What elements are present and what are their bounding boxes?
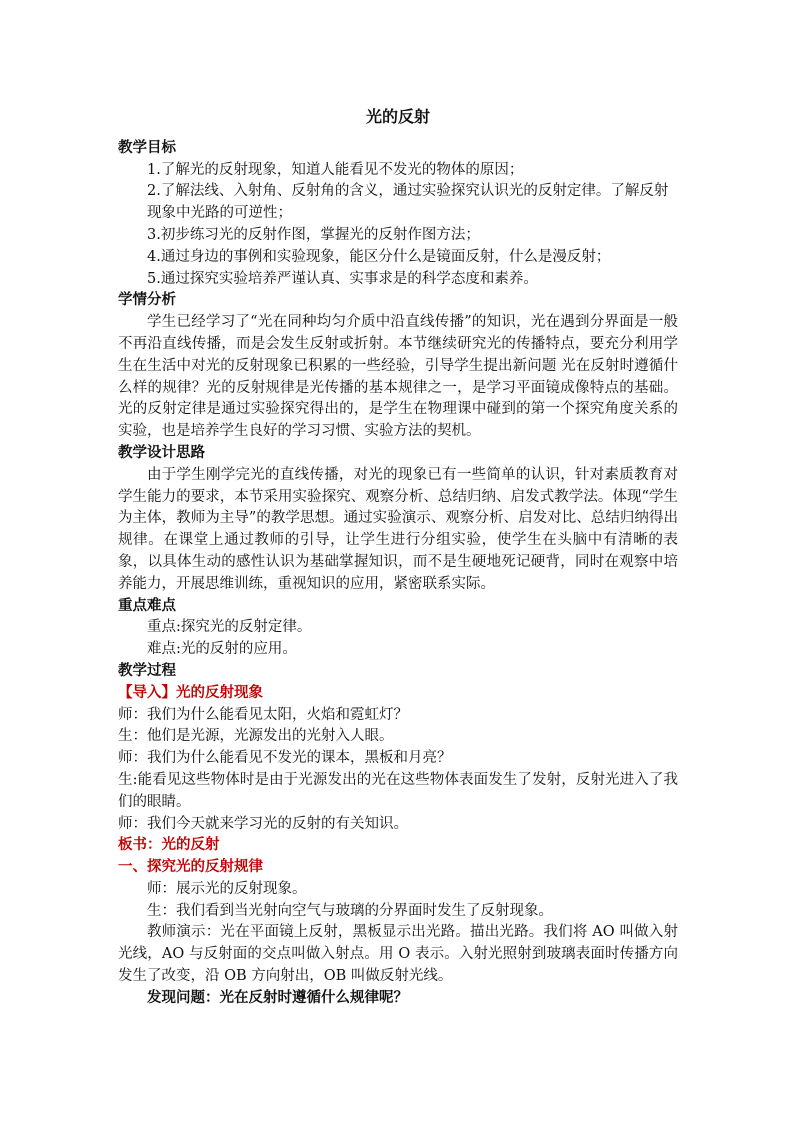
board-note: 板书：光的反射: [118, 837, 220, 854]
part1-line: 教师演示：光在平面镜上反射，黑板显示出光路。描出光路。我们将 AO 叫做入射光线，AO 与反射面的交点叫做入射点。用 O 表示。入射光照射到玻璃表面时传播方向发生了改变，沿 OB 方向射出，OB 叫做反射光线。: [118, 924, 678, 985]
dialogue-line: 师：我们为什么能看见太阳，火焰和霓虹灯？: [118, 706, 408, 723]
key-heading: 重点难点: [118, 597, 176, 614]
dialogue-line: 师：我们今天就来学习光的反射的有关知识。: [118, 815, 408, 832]
analysis-heading: 学情分析: [118, 292, 176, 309]
goal-item: 5.通过探究实验培养严谨认真、实事求是的科学态度和素养。: [147, 270, 538, 287]
process-heading: 教学过程: [118, 662, 176, 679]
document-page: [118, 100, 678, 1010]
dialogue-line: 师：我们为什么能看见不发光的课本，黑板和月亮？: [118, 750, 452, 767]
dialogue-line: 生：他们是光源，光源发出的光射入人眼。: [118, 728, 394, 745]
design-paragraph: 由于学生刚学完光的直线传播，对光的现象已有一些简单的认识，针对素质教育对学生能力的要求，本节采用实验探究、观察分析、总结归纳、启发式教学法。体现“学生为主体，教师为主导”的教学思想。通过实验演示、观察分析、启发对比、总结归纳得出规律。在课堂上通过教师的引导，让学生进行分组实验，使学生在头脑中有清晰的表象，以具体生动的感性认识为基础掌握知识，而不是生硬地死记硬背，同时在观察中培养能力，开展思维训练，重视知识的应用，紧密联系实际。: [118, 466, 678, 592]
part1-heading: 一、探究光的反射规律: [118, 859, 263, 876]
document-title: 光的反射: [365, 107, 430, 126]
goals-heading: 教学目标: [118, 139, 176, 156]
dialogue-line: 生:能看见这些物体时是由于光源发出的光在这些物体表面发生了发射，反射光进入了我们的眼睛。: [118, 771, 678, 810]
analysis-paragraph: 学生已经学习了“光在同种均匀介质中沿直线传播”的知识，光在遇到分界面是一般不再沿直线传播，而是会发生反射或折射。本节继续研究光的传播特点，要充分利用学生在生活中对光的反射现象已积累的一些经验，引导学生提出新问题 光在反射时遵循什么样的规律？光的反射规律是光传播的基本规律之一，是学习平面镜成像特点的基础。光的反射定律是通过实验探究得出的，是学生在物理课中碰到的第一个探究角度关系的实验，也是培养学生良好的学习习惯、实验方法的契机。: [118, 314, 678, 440]
goal-item: 4.通过身边的事例和实验现象，能区分什么是镜面反射，什么是漫反射；: [147, 248, 611, 265]
part1-line: 师：展示光的反射现象。: [147, 880, 307, 897]
key-point: 重点:探究光的反射定律。: [147, 619, 312, 636]
goal-item: 2.了解法线、入射角、反射角的含义，通过实验探究认识光的反射定律。了解反射现象中光路的可逆性；: [147, 183, 669, 222]
goal-item: 1.了解光的反射现象，知道人能看见不发光的物体的原因；: [147, 161, 524, 178]
part1-line: 生：我们看到当光射向空气与玻璃的分界面时发生了反射现象。: [147, 902, 553, 919]
design-heading: 教学设计思路: [118, 444, 205, 461]
intro-label: 【导入】光的反射现象: [118, 684, 263, 701]
question-line: 发现问题：光在反射时遵循什么规律呢？: [147, 989, 408, 1006]
goal-item: 3.初步练习光的反射作图，掌握光的反射作图方法；: [147, 226, 480, 243]
difficulty-point: 难点:光的反射的应用。: [147, 641, 297, 658]
